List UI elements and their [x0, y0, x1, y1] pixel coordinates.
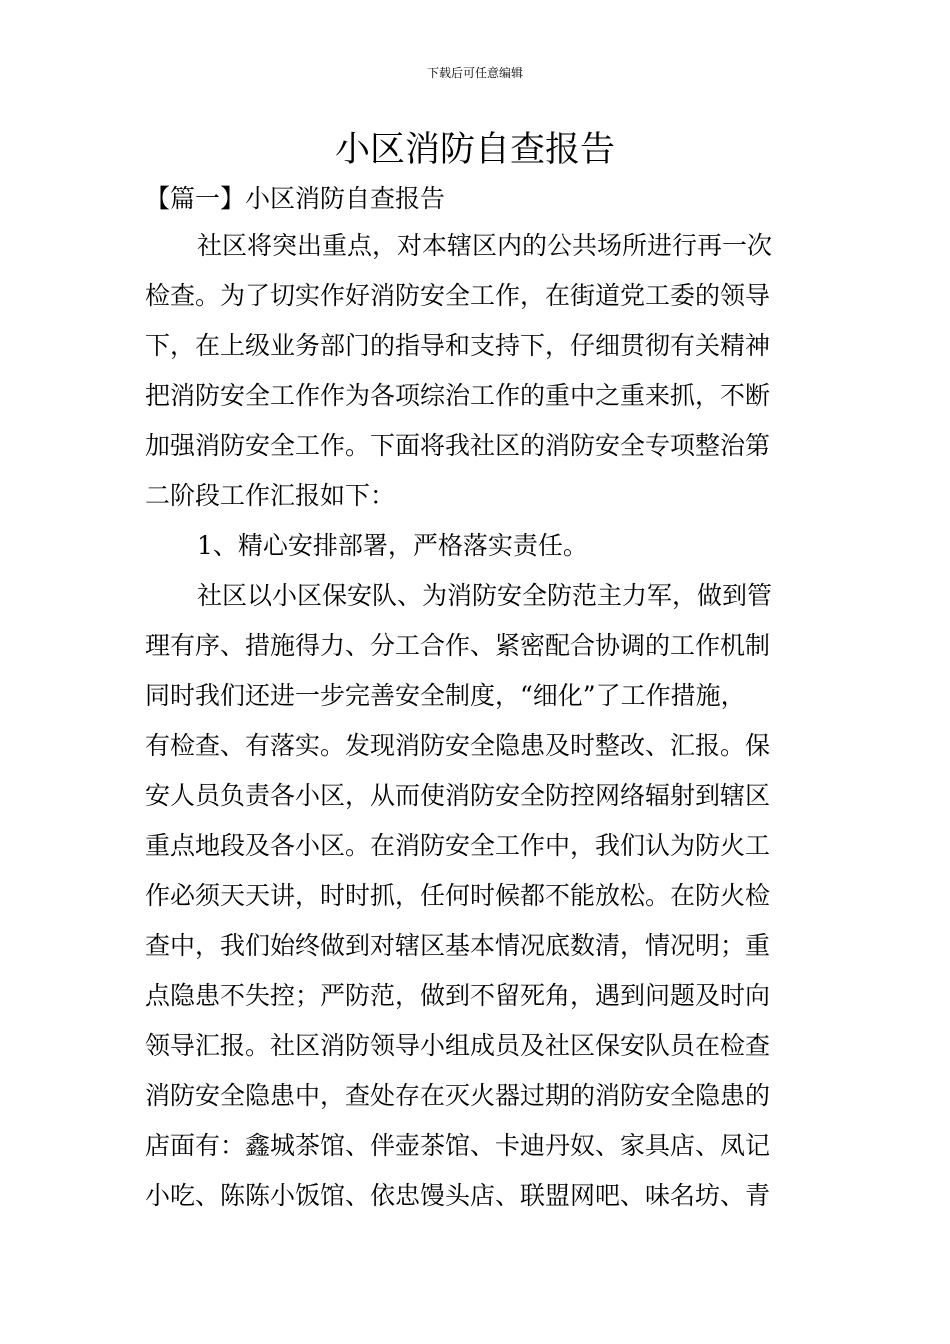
list-item-heading: 1、精心安排部署，严格落实责任。 — [197, 531, 588, 560]
paragraph-line: 作必须天天讲，时时抓，任何时候都不能放松。在防火检 — [145, 881, 771, 910]
paragraph-line: 重点地段及各小区。在消防安全工作中，我们认为防火工 — [145, 831, 771, 860]
paragraph-line: 下，在上级业务部门的指导和支持下，仔细贯彻有关精神 — [145, 331, 771, 360]
paragraph-line: 社区以小区保安队、为消防安全防范主力军，做到管 — [197, 581, 773, 610]
paragraph-line: 同时我们还进一步完善安全制度，“细化”了工作措施， — [145, 681, 746, 710]
header-note: 下载后可任意编辑 — [426, 66, 523, 80]
paragraph-line: 社区将突出重点，对本辖区内的公共场所进行再一次 — [197, 231, 773, 260]
section-heading: 【篇一】小区消防自查报告 — [145, 184, 446, 213]
paragraph-line: 点隐患不失控；严防范，做到不留死角，遇到问题及时向 — [145, 981, 771, 1010]
paragraph-line: 加强消防安全工作。下面将我社区的消防安全专项整治第 — [145, 431, 771, 460]
paragraph-line: 理有序、措施得力、分工合作、紧密配合协调的工作机制 — [145, 631, 771, 660]
paragraph-line: 有检查、有落实。发现消防安全隐患及时整改、汇报。保 — [145, 731, 771, 760]
paragraph-line: 店面有：鑫城茶馆、伴壶茶馆、卡迪丹奴、家具店、凤记 — [145, 1131, 771, 1160]
paragraph-line: 消防安全隐患中，查处存在灭火器过期的消防安全隐患的 — [145, 1081, 771, 1110]
paragraph-line: 安人员负责各小区，从而使消防安全防控网络辐射到辖区 — [145, 781, 771, 810]
document-title: 小区消防自查报告 — [334, 130, 615, 170]
paragraph-line: 把消防安全工作作为各项综治工作的重中之重来抓，不断 — [145, 381, 771, 410]
paragraph-line: 二阶段工作汇报如下： — [145, 481, 396, 510]
paragraph-line: 查中，我们始终做到对辖区基本情况底数清，情况明；重 — [145, 931, 771, 960]
paragraph-line: 领导汇报。社区消防领导小组成员及社区保安队员在检查 — [145, 1031, 771, 1060]
paragraph-line: 小吃、陈陈小饭馆、依忠馒头店、联盟网吧、味名坊、青 — [145, 1181, 771, 1210]
paragraph-line: 检查。为了切实作好消防安全工作，在街道党工委的领导 — [145, 281, 771, 310]
